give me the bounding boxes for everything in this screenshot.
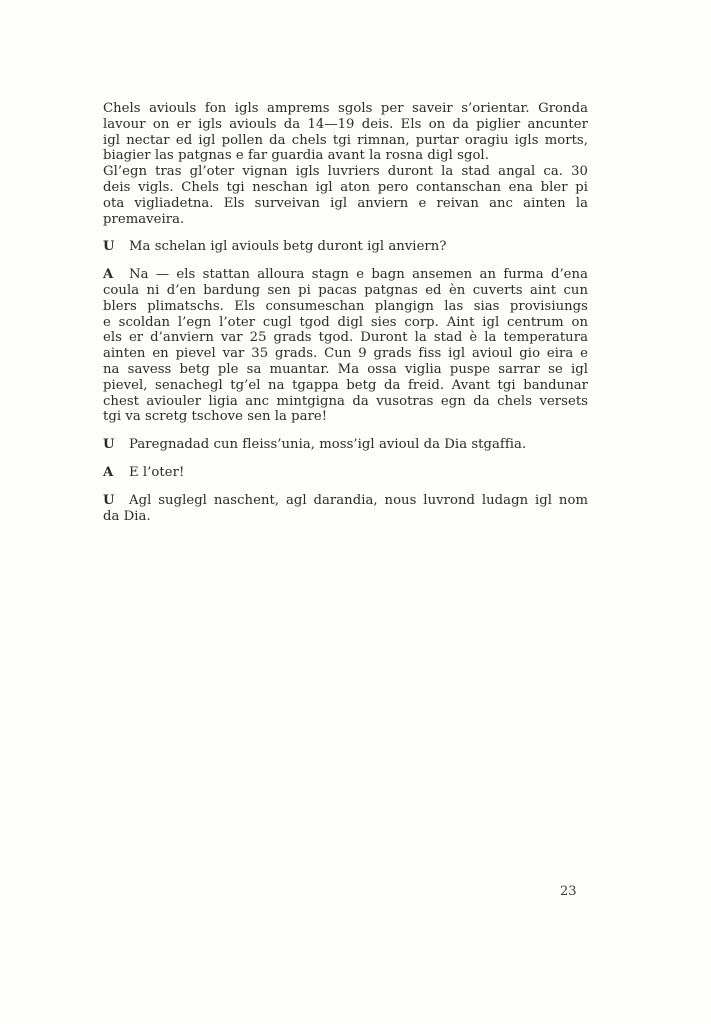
text-line: Chels aviouls fon igls amprems sgols per saveir s’orientar. Gronda xyxy=(103,101,588,116)
speaker-label: A xyxy=(103,464,114,480)
text-line: na savess betg ple sa muantar. Ma ossa viglia puspe sarrar se igl xyxy=(103,361,588,377)
text-line: da Dia. xyxy=(103,508,151,524)
speaker-label: A xyxy=(103,267,114,283)
text-line xyxy=(103,267,588,283)
dialogue-turn-5 xyxy=(103,493,588,525)
text-line: premaveira. xyxy=(103,211,185,227)
speaker-label: U xyxy=(103,239,115,255)
text-line: chest aviouler ligia anc mintgigna da vusotras egn da chels versets xyxy=(103,393,588,409)
dialogue-turn-4 xyxy=(103,465,588,481)
text-line: tgi va scretg tschove sen la pare! xyxy=(103,409,328,425)
dialogue-turn-3 xyxy=(103,437,588,453)
document-body xyxy=(103,101,588,524)
dialogue-text: Paregnadad cun fleiss’unia, moss’igl avioul da Dia stgaffia. xyxy=(129,437,527,453)
text-line xyxy=(103,493,588,509)
text-line xyxy=(103,239,588,255)
text-line: pievel, senachegl tg’el na tgappa betg da freid. Avant tgi bandunar xyxy=(103,377,588,393)
text-line: blers plimatschs. Els consumeschan plangign las sias provisiungs xyxy=(103,298,588,314)
text-line: e scoldan l’egn l’oter cugl tgod digl sies corp. Aint igl centrum on xyxy=(103,314,588,330)
text-line xyxy=(103,437,588,453)
dialogue-text: E l’oter! xyxy=(129,464,185,480)
text-line xyxy=(103,465,588,481)
speaker-label: U xyxy=(103,437,115,453)
dialogue-turn-2 xyxy=(103,267,588,425)
page-number: 23 xyxy=(560,884,577,899)
text-line: coula ni d’en bardung sen pi pacas patgnas ed èn cuverts aint cun xyxy=(103,282,588,298)
paragraph-intro-1 xyxy=(103,101,588,164)
text-line: ota vigliadetna. Els surveivan igl anviern e reivan anc ainten la xyxy=(103,195,588,211)
text-line: els er d’anviern var 25 grads tgod. Duront la stad è la temperatura xyxy=(103,330,588,346)
speaker-label: U xyxy=(103,492,115,508)
text-line: lavour on er igls aviouls da 14—19 deis. Els on da piglier ancunter xyxy=(103,116,588,132)
text-line: igl nectar ed igl pollen da chels tgi rimnan, purtar oragiu igls morts, xyxy=(103,132,588,148)
text-line: deis vigls. Chels tgi neschan igl aton pero contanschan ena bler pi xyxy=(103,179,588,195)
dialogue-turn-1 xyxy=(103,239,588,255)
text-line: Gl’egn tras gl’oter vignan igls luvriers duront la stad angal ca. 30 xyxy=(103,164,588,180)
text-line: ainten en pievel var 35 grads. Cun 9 grads fiss igl avioul gio eira e xyxy=(103,346,588,362)
paragraph-intro-2 xyxy=(103,164,588,227)
dialogue-text: Na — els stattan alloura stagn e bagn ansemen an furma d’ena xyxy=(129,267,588,283)
dialogue-text: Ma schelan igl aviouls betg duront igl anviern? xyxy=(129,239,447,255)
dialogue-text: Agl suglegl naschent, agl darandia, nous luvrond ludagn igl nom xyxy=(129,492,588,508)
text-line: biagier las patgnas e far guardia avant la rosna digl sgol. xyxy=(103,148,489,164)
